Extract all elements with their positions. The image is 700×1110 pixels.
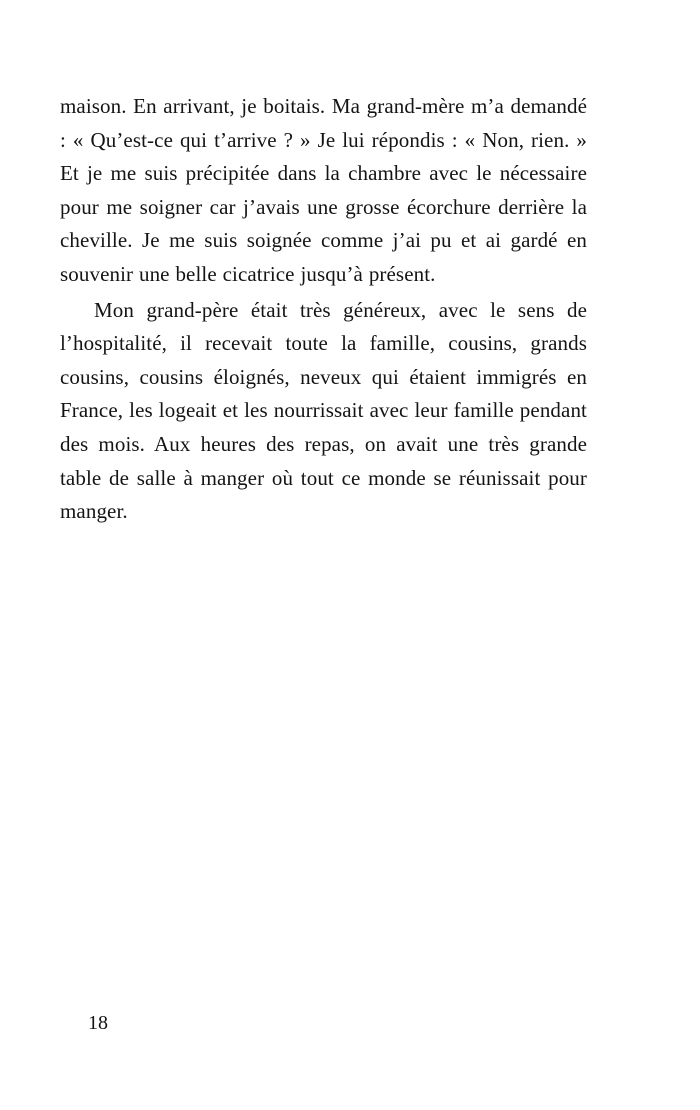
body-text [60, 90, 587, 529]
page-number: 18 [88, 1012, 108, 1034]
paragraph-continuation: maison. En arrivant, je boitais. Ma grand-mère m’a demandé : « Qu’est-ce qui t’arrive ? » Je lui répondis : « Non, rien. » Et je me suis précipitée dans la chambre avec le nécessaire pour me soigner car j’avais une grosse écorchure derrière la cheville. Je me suis soignée comme j’ai pu et ai gardé en souvenir une belle cicatrice jusqu’à présent. [60, 94, 587, 286]
paragraph-grandpere: Mon grand-père était très généreux, avec le sens de l’hospitalité, il recevait toute la famille, cousins, grands cousins, cousins éloignés, neveux qui étaient immigrés en France, les logeait et les nourrissait avec leur famille pendant des mois. Aux heures des repas, on avait une très grande table de salle à manger où tout ce monde se réunissait pour manger. [60, 297, 587, 524]
